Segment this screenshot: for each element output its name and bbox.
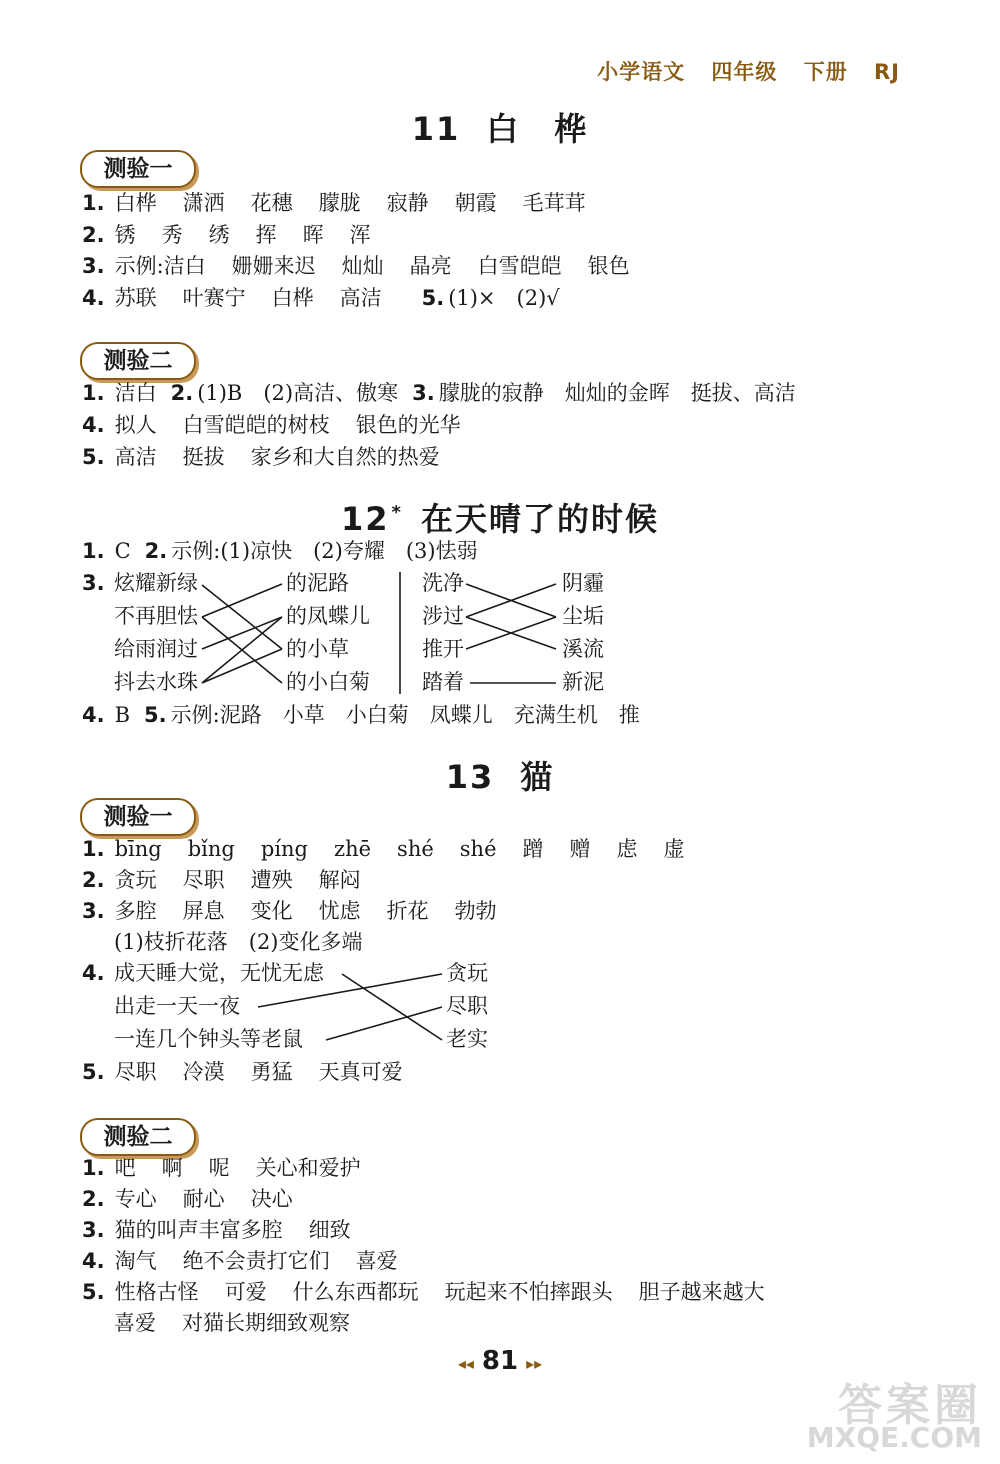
s11-t2-line-1: 1. 洁白 2. (1)B (2)高洁、傲寒 3. 朦胧的寂静 灿灿的金晖 挺拔、高洁	[82, 381, 796, 405]
match-right-target: 阴霾	[562, 571, 604, 595]
s13-t2-line-2: 2. 专心 耐心 决心	[82, 1187, 293, 1211]
match-left-target: 的小白菊	[286, 670, 370, 694]
s11-t1-line-3: 3. 示例:洁白 姗姗来迟 灿灿 晶亮 白雪皑皑 银色	[82, 254, 630, 278]
section-number: 12	[341, 500, 390, 538]
optional-mark: *	[391, 502, 403, 524]
s12-line-4: 4. B 5. 示例:泥路 小草 小白菊 凤蝶儿 充满生机 推	[82, 703, 640, 727]
match-left-target: 的凤蝶儿	[286, 604, 370, 628]
match-line	[342, 974, 442, 1040]
next-arrows-icon: ▸▸	[526, 1354, 543, 1373]
section-title-text: 猫	[520, 758, 555, 796]
quiz-2-badge: 测验二	[80, 342, 196, 380]
match-right-item: 涉过	[422, 604, 464, 628]
page-header	[579, 56, 900, 86]
match-right-target: 尽职	[446, 994, 488, 1018]
match-right-target: 老实	[446, 1027, 488, 1051]
match-line	[202, 617, 282, 683]
s11-t2-line-3: 5. 高洁 挺拔 家乡和大自然的热爱	[82, 445, 440, 469]
match-line	[466, 617, 556, 649]
section-title-text: 白 桦	[486, 110, 589, 148]
section-12-title	[0, 494, 1000, 540]
match-right-target: 尘垢	[562, 604, 604, 628]
s13-t2-line-5b: 喜爱 对猫长期细致观察	[114, 1311, 350, 1335]
match-left-target: 的小草	[286, 637, 349, 661]
section-title-text: 在天晴了的时候	[420, 500, 659, 538]
s11-t1-line-1: 1. 白桦 潇洒 花穗 朦胧 寂静 朝霞 毛茸茸	[82, 191, 586, 215]
s13-t1-line-3b: (1)枝折花落 (2)变化多端	[114, 930, 363, 954]
header-grade: 四年级	[711, 60, 778, 84]
s13-t2-line-1: 1. 吧 啊 呢 关心和爱护	[82, 1156, 361, 1180]
match-line	[326, 1007, 442, 1040]
match-left-item: 抖去水珠	[114, 670, 198, 694]
s13-t1-line-2: 2. 贪玩 尽职 遭殃 解闷	[82, 868, 361, 892]
section-11-title	[0, 104, 1000, 150]
watermark-bottom: MXQE.COM	[806, 1421, 982, 1454]
header-volume: 下册	[803, 60, 848, 84]
s13-q4-number: 4.	[82, 961, 105, 985]
match-left-item: 给雨润过	[114, 637, 198, 661]
match-left-item: 一连几个钟头等老鼠	[114, 1027, 303, 1051]
quiz-2-badge: 测验二	[80, 1118, 196, 1156]
match-right-item: 洗净	[422, 571, 464, 595]
match-left-target: 的泥路	[286, 571, 349, 595]
watermark-top: 答案圈	[838, 1380, 982, 1431]
s13-t2-line-5: 5. 性格古怪 可爱 什么东西都玩 玩起来不怕摔跟头 胆子越来越大	[82, 1280, 765, 1304]
s11-t1-line-4: 4. 苏联 叶赛宁 白桦 高洁 5. (1)× (2)√	[82, 286, 560, 310]
match-line	[202, 649, 282, 683]
match-line	[202, 585, 282, 649]
s12-q3-number: 3.	[82, 571, 105, 595]
match-left-item: 成天睡大觉，无忧无虑	[114, 961, 324, 985]
s13-t1-line-5: 5. 尽职 冷漠 勇猛 天真可爱	[82, 1060, 403, 1084]
match-line	[466, 584, 556, 617]
header-edition: RJ	[874, 60, 900, 84]
s13-t1-line-3: 3. 多腔 屏息 变化 忧虑 折花 勃勃	[82, 899, 497, 923]
match-line	[466, 584, 556, 617]
match-left-item: 出走一天一夜	[114, 994, 240, 1018]
section-13-title	[0, 752, 1000, 798]
s12-line-1: 1. C 2. 示例:(1)凉快 (2)夸耀 (3)怯弱	[82, 539, 478, 563]
section-number: 11	[411, 110, 461, 148]
match-right-target: 贪玩	[446, 961, 488, 985]
match-line	[466, 617, 556, 649]
match-right-target: 溪流	[562, 637, 604, 661]
match-left-item: 炫耀新绿	[114, 571, 198, 595]
quiz-1-badge: 测验一	[80, 150, 196, 188]
match-left-item: 不再胆怯	[114, 604, 198, 628]
match-line	[202, 617, 282, 683]
s13-t2-line-3: 3. 猫的叫声丰富多腔 细致	[82, 1218, 351, 1242]
s11-t2-line-2: 4. 拟人 白雪皑皑的树枝 银色的光华	[82, 413, 461, 437]
header-subject: 小学语文	[597, 60, 686, 84]
quiz-1-badge: 测验一	[80, 798, 196, 836]
match-line	[202, 584, 282, 617]
match-right-item: 推开	[422, 637, 464, 661]
prev-arrows-icon: ◂◂	[457, 1354, 474, 1373]
match-line	[202, 617, 282, 649]
page-footer	[0, 1346, 1000, 1376]
match-right-target: 新泥	[562, 670, 604, 694]
match-right-item: 踏着	[422, 670, 464, 694]
section-number: 13	[445, 758, 495, 796]
s11-t1-line-2: 2. 锈 秀 绣 挥 晖 浑	[82, 223, 371, 247]
watermark-logo	[806, 1380, 982, 1454]
s13-t2-line-4: 4. 淘气 绝不会责打它们 喜爱	[82, 1249, 398, 1273]
s13-t1-line-1: 1. bīng bǐng píng zhē shé shé 蹭 赠 虑 虚	[82, 837, 685, 861]
page-number: 81	[481, 1346, 519, 1376]
